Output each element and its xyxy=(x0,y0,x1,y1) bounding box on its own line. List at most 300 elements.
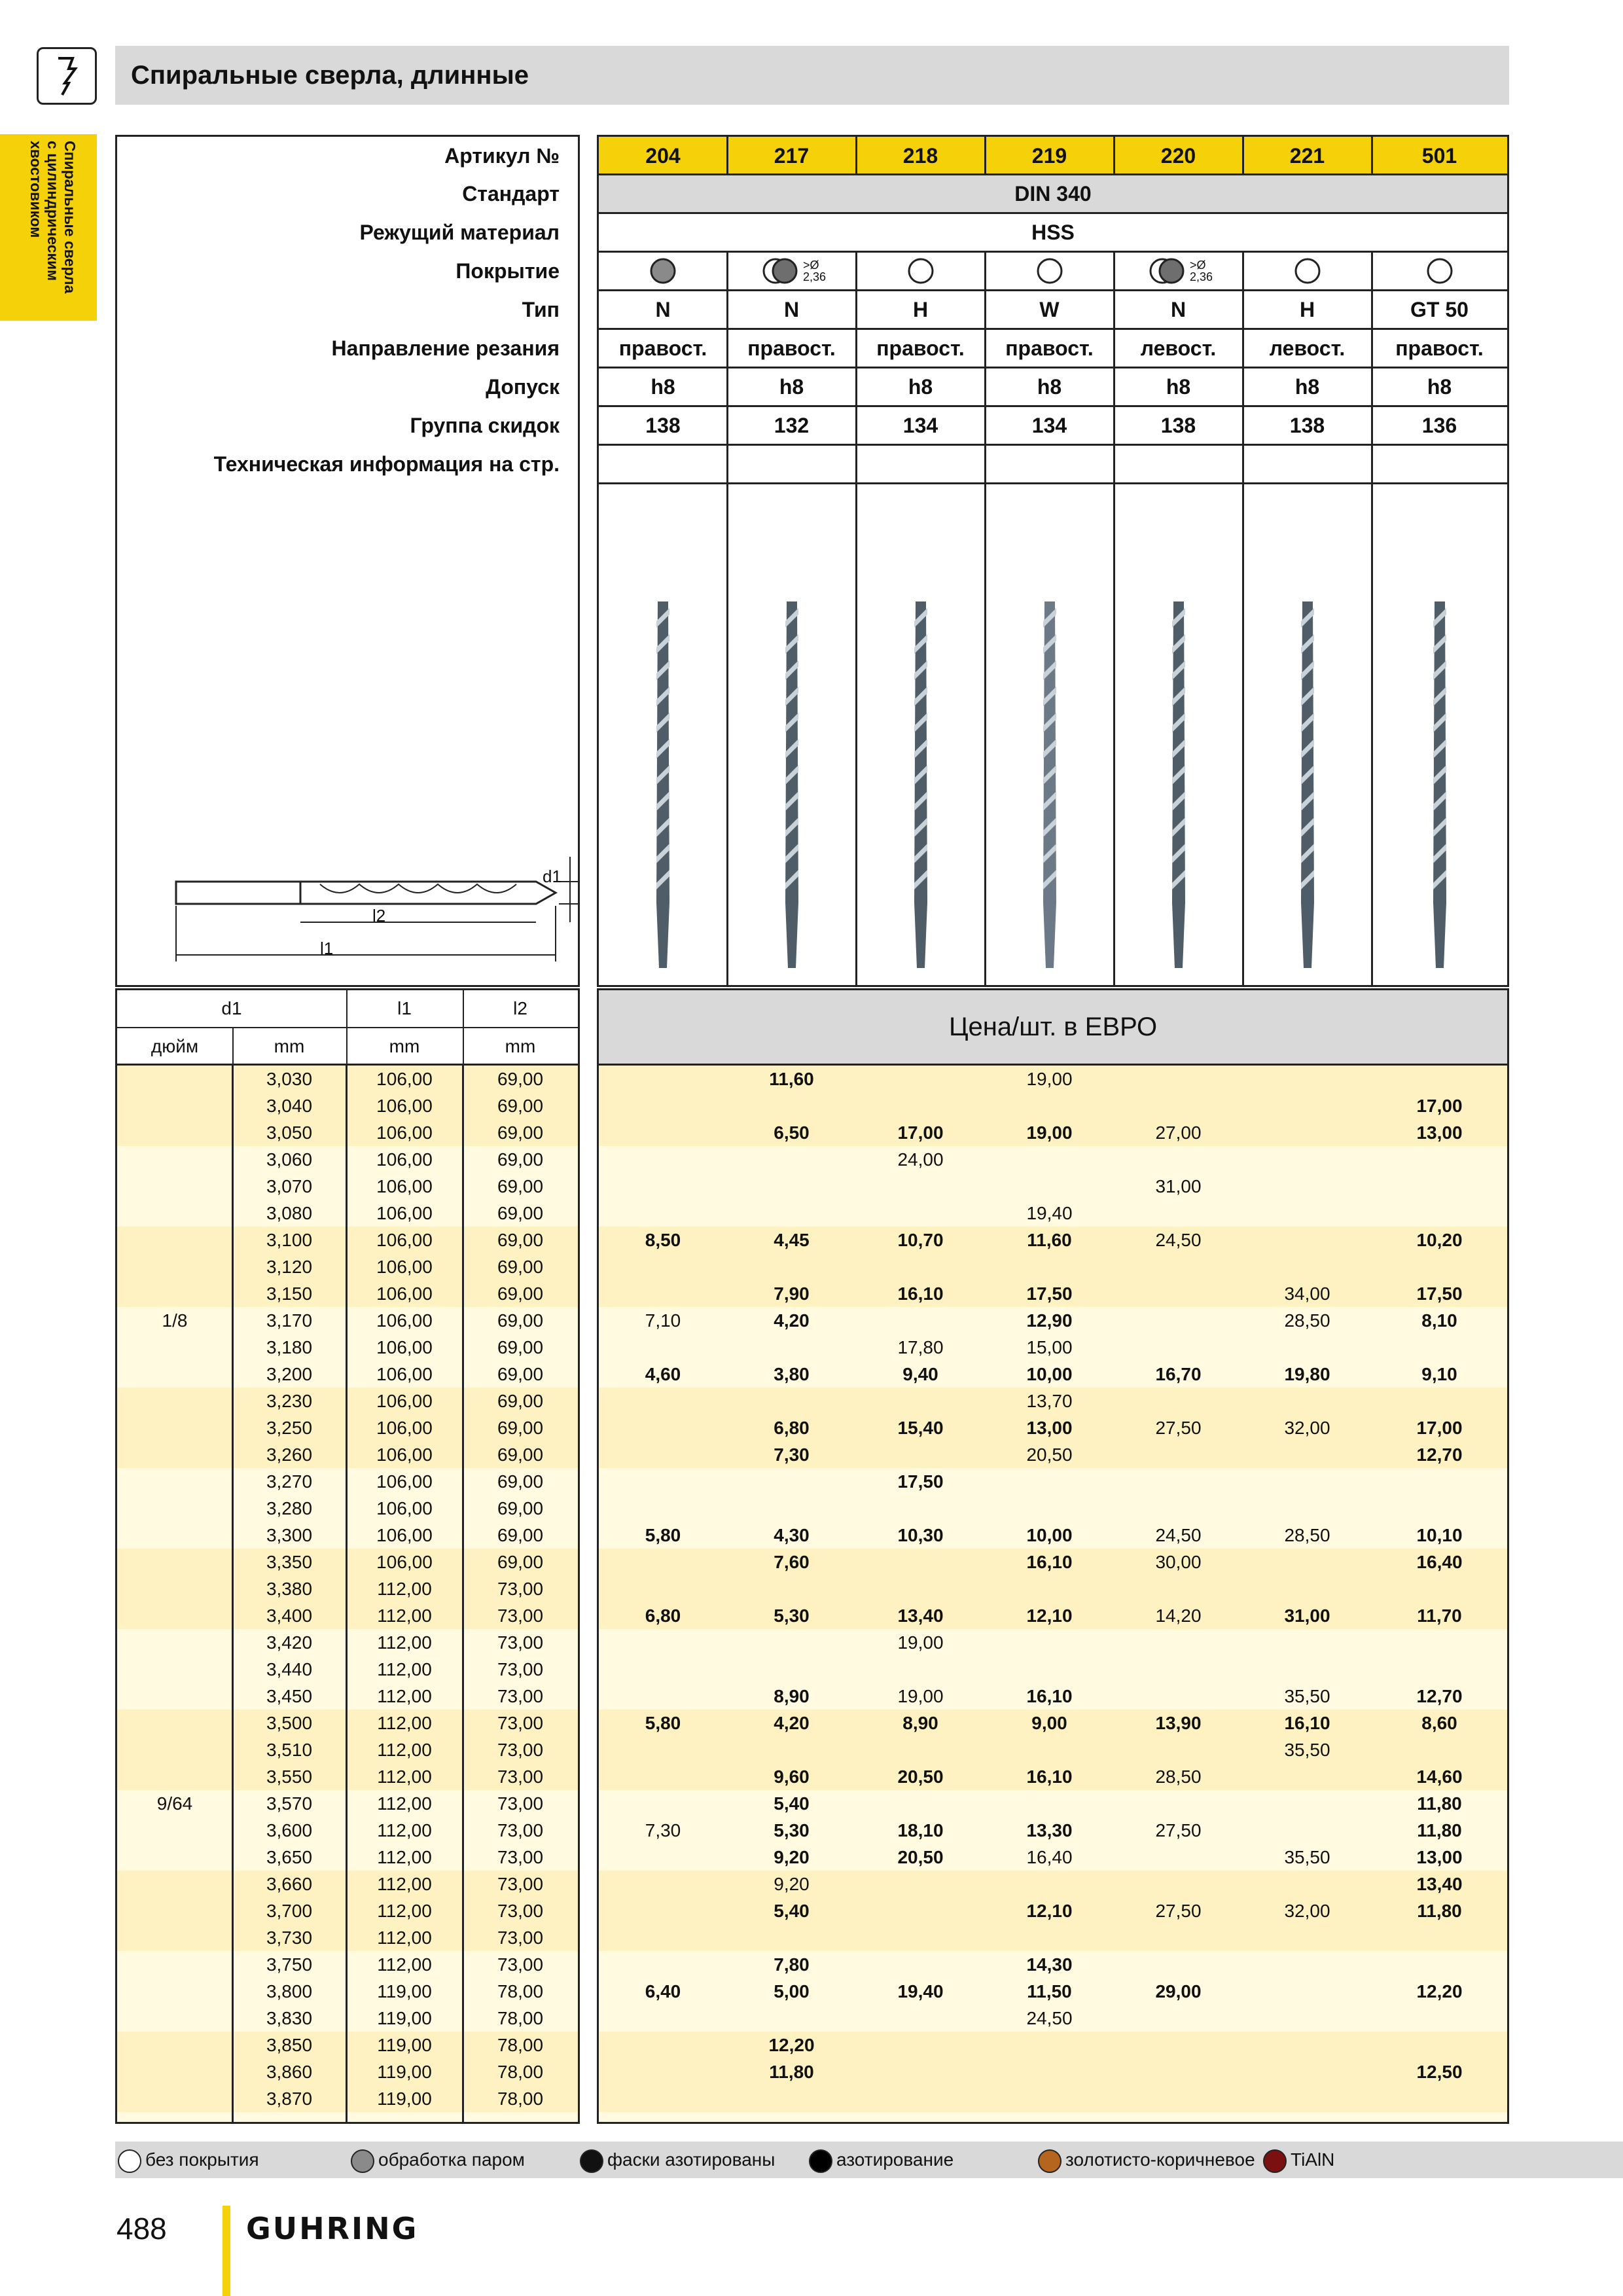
article-number: 217 xyxy=(727,137,856,175)
price-cell xyxy=(1114,1871,1243,1897)
cell-l1: 106,00 xyxy=(376,1337,433,1357)
price-cell: 11,60 xyxy=(1027,1230,1072,1250)
price-table xyxy=(597,1066,1509,2124)
type-value: W xyxy=(1039,297,1060,321)
price-cell: 24,50 xyxy=(1155,1230,1202,1250)
cell-inch xyxy=(117,2032,232,2058)
table-row xyxy=(117,1736,578,1763)
cell-l2: 78,00 xyxy=(497,2008,544,2028)
price-cell: 27,50 xyxy=(1155,1820,1202,1840)
grid-line xyxy=(726,137,728,175)
grid-line xyxy=(984,252,986,985)
cell-d: 3,260 xyxy=(266,1444,313,1465)
price-cell xyxy=(856,1200,985,1227)
table-row xyxy=(599,1978,1507,2005)
price-cell: 8,90 xyxy=(902,1713,938,1733)
table-row xyxy=(117,1656,578,1683)
cell-l2: 69,00 xyxy=(497,1552,544,1572)
price-cell: 13,00 xyxy=(1416,1122,1463,1143)
price-cell: 20,50 xyxy=(897,1847,944,1867)
cell-d: 3,660 xyxy=(266,1874,313,1894)
price-cell: 9,00 xyxy=(1031,1713,1067,1733)
price-cell: 15,40 xyxy=(897,1418,944,1438)
table-row xyxy=(117,1710,578,1736)
cell-l2: 69,00 xyxy=(497,1310,544,1331)
grid-line xyxy=(726,252,728,985)
price-cell xyxy=(727,1575,856,1602)
uncoated-icon xyxy=(1404,255,1476,287)
article-number: 501 xyxy=(1372,137,1507,175)
price-cell: 17,00 xyxy=(1416,1418,1463,1438)
price-cell xyxy=(985,1924,1114,1951)
price-cell xyxy=(1243,1790,1372,1817)
cell-d: 3,060 xyxy=(266,1149,313,1170)
cell-d: 3,650 xyxy=(266,1847,313,1867)
price-cell xyxy=(1372,1146,1507,1173)
cell-inch xyxy=(117,1736,232,1763)
price-cell xyxy=(856,1790,985,1817)
header-inch: дюйм xyxy=(117,1028,234,1065)
cell-l2: 73,00 xyxy=(497,1713,544,1733)
cell-l2: 69,00 xyxy=(497,1498,544,1518)
cell-l1: 119,00 xyxy=(377,2089,432,2109)
cell-inch xyxy=(117,1629,232,1656)
cell-l2: 73,00 xyxy=(497,1605,544,1626)
price-cell: 28,50 xyxy=(1284,1310,1330,1331)
price-cell xyxy=(599,1441,727,1468)
price-cell: 19,00 xyxy=(1026,1069,1073,1089)
price-cell xyxy=(599,1092,727,1119)
page-number: 488 xyxy=(116,2212,167,2246)
price-cell xyxy=(856,1736,985,1763)
cell-d: 3,800 xyxy=(266,1981,313,2001)
table-row xyxy=(599,1361,1507,1388)
price-cell xyxy=(1114,2085,1243,2112)
price-cell xyxy=(1114,1951,1243,1978)
price-cell xyxy=(1114,1656,1243,1683)
cell-d: 3,380 xyxy=(266,1579,313,1599)
price-cell xyxy=(727,1200,856,1227)
price-cell: 17,50 xyxy=(1026,1283,1073,1304)
article-number: 219 xyxy=(985,137,1114,175)
price-cell xyxy=(1243,1334,1372,1361)
price-cell: 10,10 xyxy=(1416,1525,1463,1545)
price-cell xyxy=(1372,2085,1507,2112)
cell-l1: 106,00 xyxy=(376,1203,433,1223)
cell-l1: 112,00 xyxy=(377,1954,432,1975)
header-mm-l2: mm xyxy=(505,1036,536,1056)
table-row xyxy=(117,2032,578,2058)
cell-l1: 106,00 xyxy=(376,1230,433,1250)
price-cell: 28,50 xyxy=(1155,1767,1202,1787)
cell-l1: 106,00 xyxy=(376,1257,433,1277)
price-cell xyxy=(1114,1441,1243,1468)
price-cell xyxy=(599,1844,727,1871)
price-cell xyxy=(1372,1495,1507,1522)
price-cell: 13,90 xyxy=(1155,1713,1202,1733)
legend-label: обработка паром xyxy=(378,2149,525,2170)
price-cell xyxy=(1372,1253,1507,1280)
type-value: N xyxy=(655,297,671,321)
table-row xyxy=(117,1441,578,1468)
price-cell: 9,10 xyxy=(1421,1364,1457,1384)
price-cell xyxy=(1372,1200,1507,1227)
table-row xyxy=(117,1629,578,1656)
cell-d: 3,400 xyxy=(266,1605,313,1626)
cell-l2: 73,00 xyxy=(497,1767,544,1787)
property-label: Техническая информация на стр. xyxy=(213,452,560,476)
cell-inch xyxy=(117,1468,232,1495)
price-cell xyxy=(599,1924,727,1951)
price-cell xyxy=(856,2005,985,2032)
tolerance-value: h8 xyxy=(908,374,933,399)
direction-value: правост. xyxy=(747,336,836,360)
table-row xyxy=(599,1736,1507,1763)
uncoated-icon xyxy=(885,255,957,287)
price-cell xyxy=(1372,1924,1507,1951)
price-cell: 24,50 xyxy=(1155,1525,1202,1545)
price-cell: 12,50 xyxy=(1416,2062,1463,2082)
cell-inch xyxy=(117,1066,232,1092)
cell-l1: 106,00 xyxy=(376,1122,433,1143)
price-cell: 11,50 xyxy=(1027,1981,1072,2001)
cell-l2: 69,00 xyxy=(497,1176,544,1196)
price-cell xyxy=(599,1549,727,1575)
price-cell: 12,20 xyxy=(768,2035,815,2055)
cell-d: 3,570 xyxy=(266,1793,313,1814)
price-cell xyxy=(1114,1844,1243,1871)
cell-l1: 112,00 xyxy=(377,1659,432,1679)
price-cell xyxy=(727,1468,856,1495)
cell-l1: 106,00 xyxy=(376,1525,433,1545)
price-cell xyxy=(1114,1468,1243,1495)
coating-legend-icon xyxy=(351,2149,374,2173)
type-value: N xyxy=(1170,297,1186,321)
table-row xyxy=(599,1414,1507,1441)
price-cell xyxy=(856,1441,985,1468)
price-cell: 12,70 xyxy=(1416,1444,1463,1465)
price-cell: 32,00 xyxy=(1284,1901,1330,1921)
cell-d: 3,230 xyxy=(266,1391,313,1411)
price-cell: 3,80 xyxy=(774,1364,810,1384)
price-cell: 4,60 xyxy=(645,1364,681,1384)
cell-d: 3,200 xyxy=(266,1364,313,1384)
cell-l2: 73,00 xyxy=(497,1793,544,1814)
price-cell xyxy=(1243,1656,1372,1683)
price-cell: 24,00 xyxy=(897,1149,944,1170)
price-cell xyxy=(1114,2032,1243,2058)
cell-l1: 112,00 xyxy=(377,1579,432,1599)
cell-l1: 112,00 xyxy=(377,1901,432,1921)
cell-inch xyxy=(117,1334,232,1361)
price-cell: 6,80 xyxy=(645,1605,681,1626)
price-cell: 10,00 xyxy=(1026,1364,1073,1384)
cell-d: 3,150 xyxy=(266,1283,313,1304)
article-number: 218 xyxy=(856,137,985,175)
price-cell: 9,20 xyxy=(774,1874,810,1894)
price-cell: 17,00 xyxy=(1416,1096,1463,1116)
cell-l1: 112,00 xyxy=(377,1686,432,1706)
price-cell: 28,50 xyxy=(1284,1525,1330,1545)
price-cell: 5,40 xyxy=(774,1793,810,1814)
price-cell xyxy=(1372,2005,1507,2032)
table-row xyxy=(117,1924,578,1951)
table-row xyxy=(599,1441,1507,1468)
price-cell xyxy=(856,1897,985,1924)
table-row xyxy=(599,1924,1507,1951)
coating-legend-icon xyxy=(118,2149,141,2173)
cell-l2: 69,00 xyxy=(497,1149,544,1170)
discount-group-value: 134 xyxy=(902,413,938,437)
direction-value: левост. xyxy=(1140,336,1217,360)
cell-d: 3,830 xyxy=(266,2008,313,2028)
price-cell xyxy=(856,2085,985,2112)
legend-item xyxy=(1263,2143,1334,2177)
table-row xyxy=(117,1549,578,1575)
table-row xyxy=(599,1871,1507,1897)
price-cell: 12,10 xyxy=(1026,1901,1073,1921)
legend-item xyxy=(118,2143,259,2177)
cell-d: 3,870 xyxy=(266,2089,313,2109)
cell-l2: 73,00 xyxy=(497,1820,544,1840)
price-cell: 16,40 xyxy=(1416,1552,1463,1572)
grid-line xyxy=(1113,252,1115,985)
price-cell xyxy=(856,1871,985,1897)
table-row xyxy=(599,2005,1507,2032)
cell-l1: 106,00 xyxy=(376,1096,433,1116)
price-cell: 27,50 xyxy=(1155,1901,1202,1921)
price-cell: 9,60 xyxy=(774,1767,810,1787)
cell-l1: 119,00 xyxy=(377,1981,432,2001)
cell-d: 3,250 xyxy=(266,1418,313,1438)
cell-d: 3,450 xyxy=(266,1686,313,1706)
table-row xyxy=(117,1871,578,1897)
price-cell xyxy=(1372,1575,1507,1602)
price-cell xyxy=(1243,1951,1372,1978)
cell-inch xyxy=(117,1710,232,1736)
properties-grid xyxy=(597,135,1509,987)
table-row xyxy=(599,1683,1507,1710)
table-row xyxy=(117,1522,578,1549)
price-cell: 27,50 xyxy=(1155,1418,1202,1438)
grid-line xyxy=(1371,137,1373,175)
price-cell xyxy=(1243,1817,1372,1844)
type-value: H xyxy=(1299,297,1315,321)
price-cell xyxy=(1243,1092,1372,1119)
price-cell xyxy=(985,1871,1114,1897)
table-row xyxy=(117,1173,578,1200)
coating-legend-icon xyxy=(1038,2149,1061,2173)
table-row xyxy=(117,1200,578,1227)
table-row xyxy=(117,1602,578,1629)
price-cell xyxy=(1372,1468,1507,1495)
price-cell xyxy=(1372,1736,1507,1763)
coating-cell xyxy=(1243,252,1372,290)
price-cell xyxy=(599,1119,727,1146)
coating-threshold-note: >Ø 2,36 xyxy=(802,259,827,283)
cell-d: 3,030 xyxy=(266,1069,313,1089)
cell-l1: 112,00 xyxy=(377,1847,432,1867)
price-cell xyxy=(1114,1092,1243,1119)
legend-item xyxy=(351,2143,525,2177)
price-cell: 10,30 xyxy=(897,1525,944,1545)
cell-l2: 73,00 xyxy=(497,1928,544,1948)
price-cell: 18,10 xyxy=(897,1820,944,1840)
price-cell: 5,00 xyxy=(774,1981,810,2001)
price-cell: 19,00 xyxy=(1026,1122,1073,1143)
price-cell: 27,00 xyxy=(1155,1122,1202,1143)
table-row xyxy=(117,1227,578,1253)
cell-d: 3,280 xyxy=(266,1498,313,1518)
price-cell: 29,00 xyxy=(1155,1981,1202,2001)
price-cell: 8,50 xyxy=(645,1230,681,1250)
price-cell: 13,40 xyxy=(1416,1874,1463,1894)
type-value: GT 50 xyxy=(1410,297,1469,321)
price-cell xyxy=(599,1871,727,1897)
price-cell: 15,00 xyxy=(1026,1337,1073,1357)
cell-d: 3,170 xyxy=(266,1310,313,1331)
cell-inch xyxy=(117,1414,232,1441)
price-cell: 35,50 xyxy=(1284,1686,1330,1706)
drill-photo xyxy=(1037,595,1063,975)
cell-inch xyxy=(117,1575,232,1602)
table-row xyxy=(117,1468,578,1495)
cell-d: 3,440 xyxy=(266,1659,313,1679)
price-cell xyxy=(856,1092,985,1119)
cell-d: 3,860 xyxy=(266,2062,313,2082)
cell-inch xyxy=(117,1441,232,1468)
price-cell: 9,20 xyxy=(774,1847,810,1867)
price-cell: 11,80 xyxy=(1417,1820,1462,1840)
cell-inch xyxy=(117,1602,232,1629)
price-cell: 13,00 xyxy=(1026,1418,1073,1438)
uncoated-icon xyxy=(1272,255,1344,287)
cell-inch xyxy=(117,1146,232,1173)
cell-inch xyxy=(117,1522,232,1549)
price-cell: 5,30 xyxy=(774,1605,810,1626)
cell-l2: 78,00 xyxy=(497,1981,544,2001)
cell-d: 3,120 xyxy=(266,1257,313,1277)
dimension-column-headers xyxy=(115,988,580,1066)
grid-line xyxy=(855,252,857,985)
header-l1: l1 xyxy=(346,990,464,1028)
price-cell: 32,00 xyxy=(1284,1418,1330,1438)
table-row xyxy=(599,1629,1507,1656)
coating-threshold-note: >Ø 2,36 xyxy=(1189,259,1213,283)
property-label: Артикул № xyxy=(444,144,560,168)
cell-l1: 106,00 xyxy=(376,1069,433,1089)
side-tab[interactable] xyxy=(0,134,97,321)
price-cell xyxy=(1243,1227,1372,1253)
cell-l1: 112,00 xyxy=(377,1928,432,1948)
price-cell xyxy=(599,1656,727,1683)
price-cell xyxy=(856,1951,985,1978)
cell-inch xyxy=(117,1656,232,1683)
cell-l2: 78,00 xyxy=(497,2062,544,2082)
price-cell xyxy=(599,1575,727,1602)
price-cell xyxy=(1372,1334,1507,1361)
coating-cell xyxy=(1114,252,1243,290)
price-cell xyxy=(856,1066,985,1092)
cell-l1: 112,00 xyxy=(377,1740,432,1760)
grid-line xyxy=(984,137,986,175)
price-cell xyxy=(599,1280,727,1307)
cell-l2: 69,00 xyxy=(497,1122,544,1143)
cell-d: 3,070 xyxy=(266,1176,313,1196)
cell-inch: 1/8 xyxy=(162,1310,188,1331)
cell-l1: 106,00 xyxy=(376,1471,433,1492)
cell-l2: 73,00 xyxy=(497,1632,544,1653)
price-cell xyxy=(1243,1253,1372,1280)
cell-l1: 119,00 xyxy=(377,2062,432,2082)
header-d1: d1 xyxy=(117,990,348,1028)
table-row xyxy=(117,1978,578,2005)
table-row xyxy=(599,1092,1507,1119)
price-cell xyxy=(599,1629,727,1656)
price-cell: 9,40 xyxy=(902,1364,938,1384)
price-cell: 7,30 xyxy=(774,1444,810,1465)
price-cell: 13,00 xyxy=(1416,1847,1463,1867)
price-cell xyxy=(985,1495,1114,1522)
table-row xyxy=(599,1817,1507,1844)
price-cell xyxy=(1243,1441,1372,1468)
price-cell xyxy=(1114,1307,1243,1334)
price-cell: 7,10 xyxy=(645,1310,681,1331)
price-cell: 6,80 xyxy=(774,1418,810,1438)
drill-photo xyxy=(1294,595,1321,975)
table-row xyxy=(117,2058,578,2085)
price-cell: 19,40 xyxy=(897,1981,944,2001)
price-cell xyxy=(599,1683,727,1710)
price-cell xyxy=(985,2058,1114,2085)
price-cell xyxy=(1243,1575,1372,1602)
direction-value: левост. xyxy=(1269,336,1346,360)
price-cell xyxy=(599,1790,727,1817)
price-cell xyxy=(1243,1495,1372,1522)
table-row xyxy=(599,1066,1507,1092)
price-cell xyxy=(1372,1173,1507,1200)
table-row xyxy=(117,1575,578,1602)
price-cell xyxy=(727,1092,856,1119)
cell-l1: 119,00 xyxy=(377,2035,432,2055)
table-row xyxy=(117,1388,578,1414)
cell-l1: 112,00 xyxy=(377,1713,432,1733)
price-cell: 20,50 xyxy=(897,1767,944,1787)
table-row xyxy=(599,2058,1507,2085)
cell-l2: 73,00 xyxy=(497,1847,544,1867)
cell-l2: 73,00 xyxy=(497,1686,544,1706)
drill-photo xyxy=(650,595,676,975)
price-cell xyxy=(856,2058,985,2085)
table-row xyxy=(599,1763,1507,1790)
price-cell: 13,40 xyxy=(897,1605,944,1626)
price-cell xyxy=(985,1468,1114,1495)
price-cell xyxy=(856,1924,985,1951)
cell-l2: 73,00 xyxy=(497,1740,544,1760)
price-cell: 7,90 xyxy=(774,1283,810,1304)
cell-l2: 69,00 xyxy=(497,1203,544,1223)
price-cell xyxy=(727,1388,856,1414)
price-cell xyxy=(727,2085,856,2112)
cell-d: 3,600 xyxy=(266,1820,313,1840)
price-cell: 12,20 xyxy=(1416,1981,1463,2001)
price-cell xyxy=(856,1575,985,1602)
cell-d: 3,420 xyxy=(266,1632,313,1653)
table-row xyxy=(117,1844,578,1871)
drill-photo xyxy=(1427,595,1453,975)
section-logo xyxy=(37,47,97,105)
price-cell xyxy=(1243,1549,1372,1575)
